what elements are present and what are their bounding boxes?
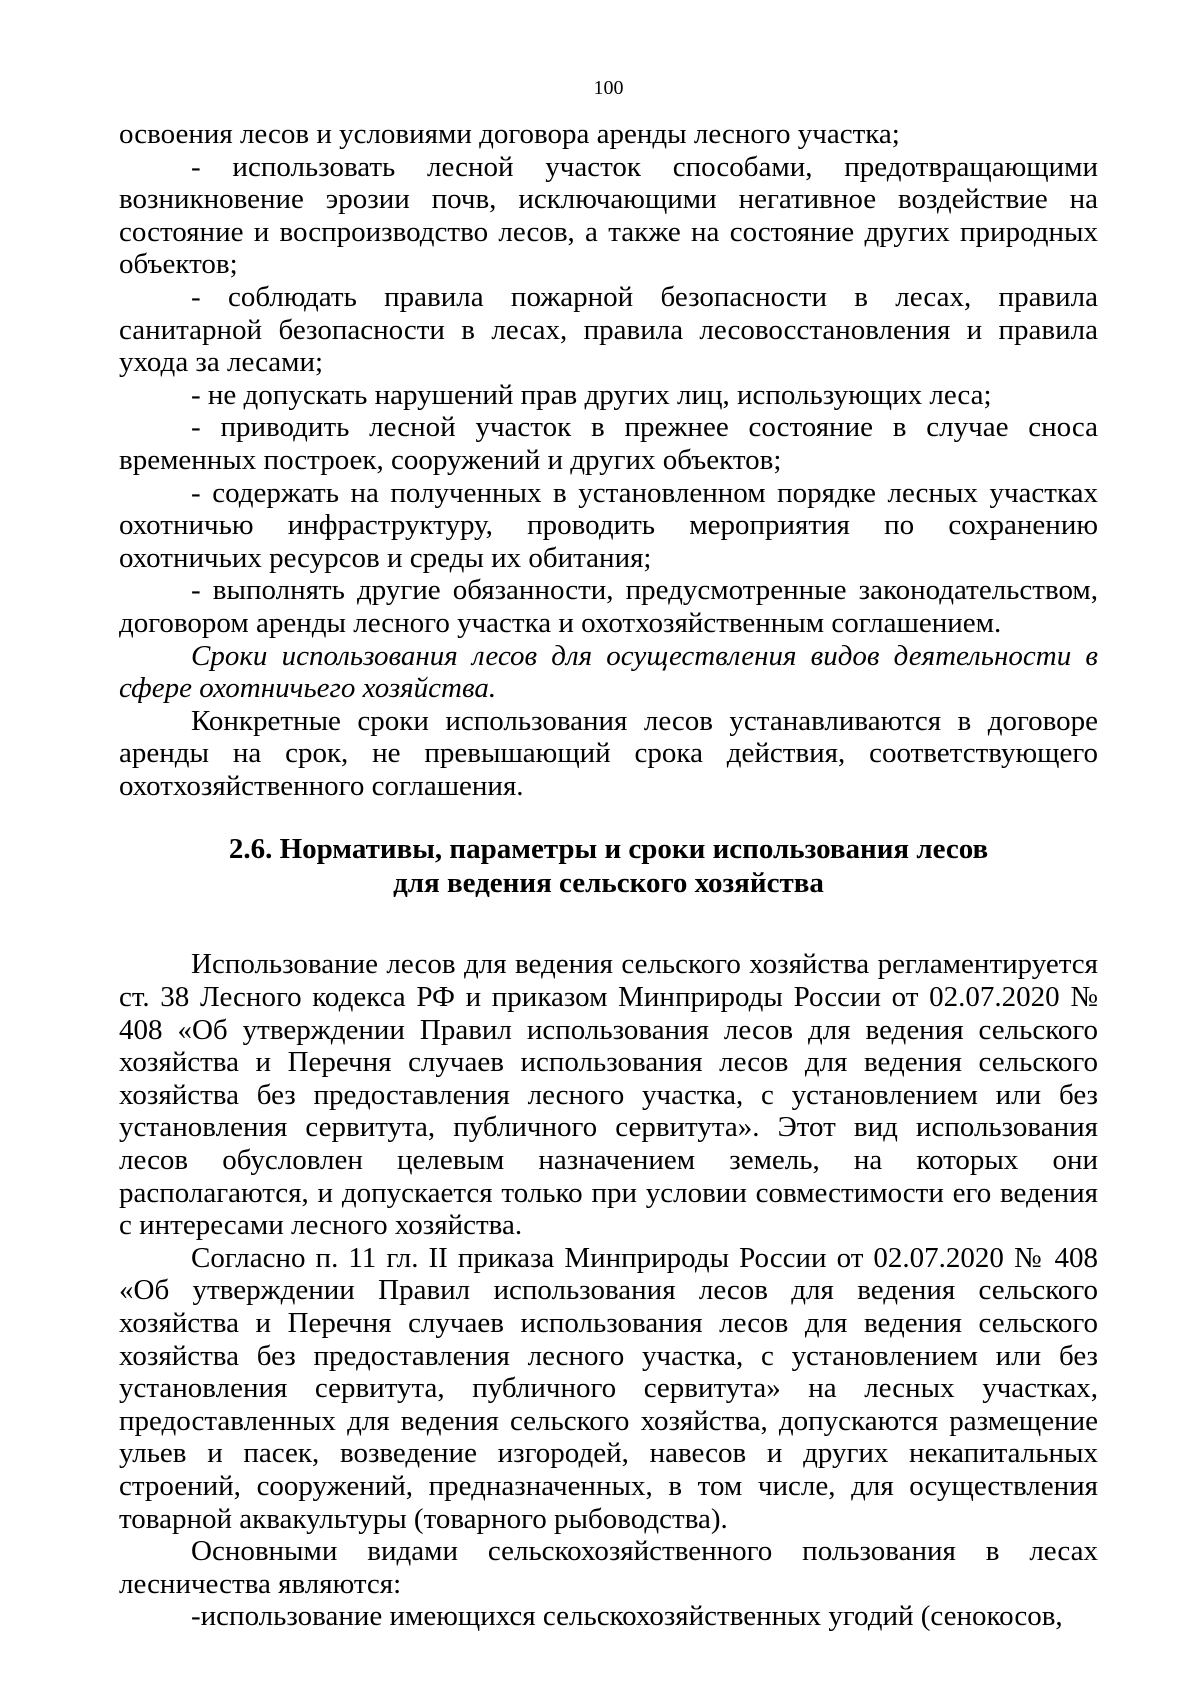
paragraph: Конкретные сроки использования лесов устанавливаются в договоре аренды на срок, не превышающий срока действия, соответствующего охотхозяйственного соглашения. bbox=[119, 704, 1098, 802]
list-item: - не допускать нарушений прав других лиц, использующих леса; bbox=[191, 378, 992, 411]
list-item: -использование имеющихся сельскохозяйственных угодий (сенокосов, bbox=[191, 1600, 1063, 1633]
list-item: - выполнять другие обязанности, предусмотренные законодательством, договором аренды лесного участка и охотхозяйственным соглашением. bbox=[119, 574, 1098, 639]
list-item: - использовать лесной участок способами, предотвращающими возникновение эрозии почв, исключающими негативное воздействие на состояние и воспроизводство лесов, а также на состояние других природных объектов; bbox=[119, 150, 1098, 281]
section-heading-line-2: для ведения сельского хозяйства bbox=[393, 867, 824, 900]
document-page bbox=[119, 0, 1098, 1697]
page-number: 100 bbox=[593, 77, 624, 99]
document-body bbox=[119, 118, 1098, 1633]
list-item: - содержать на полученных в установленном порядке лесных участках охотничью инфраструктуру, проводить мероприятия по сохранению охотничьих ресурсов и среды их обитания; bbox=[119, 476, 1098, 574]
paragraph: Основными видами сельскохозяйственного пользования в лесах лесничества являются: bbox=[119, 1535, 1098, 1600]
list-item: - приводить лесной участок в прежнее состояние в случае сноса временных построек, сооружений и других объектов; bbox=[119, 411, 1098, 476]
italic-subheading: Сроки использования лесов для осуществления видов деятельности в сфере охотничьего хозяйства. bbox=[119, 639, 1098, 705]
paragraph: освоения лесов и условиями договора аренды лесного участка; bbox=[119, 118, 900, 150]
list-item: - соблюдать правила пожарной безопасности в лесах, правила санитарной безопасности в лесах, правила лесовосстановления и правила ухода за лесами; bbox=[119, 280, 1098, 379]
section-heading-line-1: 2.6. Нормативы, параметры и сроки использования лесов bbox=[228, 833, 989, 866]
paragraph: Согласно п. 11 гл. II приказа Минприроды России от 02.07.2020 № 408 «Об утверждении Правил использования лесов для ведения сельского хозяйства и Перечня случаев использования лесов для ведения сельского хозяйства без предоставления лесного участка, с установлением или без установления сервитута, публичного сервитута» на лесных участках, предоставленных для ведения сельского хозяйства, допускаются размещение ульев и пасек, возведение изгородей, навесов и других некапитальных строений, сооружений, предназначенных, в том числе, для осуществления товарной аквакультуры (товарного рыбоводства). bbox=[119, 1241, 1098, 1535]
paragraph: Использование лесов для ведения сельского хозяйства регламентируется ст. 38 Лесного кодекса РФ и приказом Минприроды России от 02.07.2020 № 408 «Об утверждении Правил использования лесов для ведения сельского хозяйства и Перечня случаев использования лесов для ведения сельского хозяйства без предоставления лесного участка, с установлением или без установления сервитута, публичного сервитута». Этот вид использования лесов обусловлен целевым назначением земель, на которых они располагаются, и допускается только при условии совместимости его ведения с интересами лесного хозяйства. bbox=[119, 948, 1098, 1242]
